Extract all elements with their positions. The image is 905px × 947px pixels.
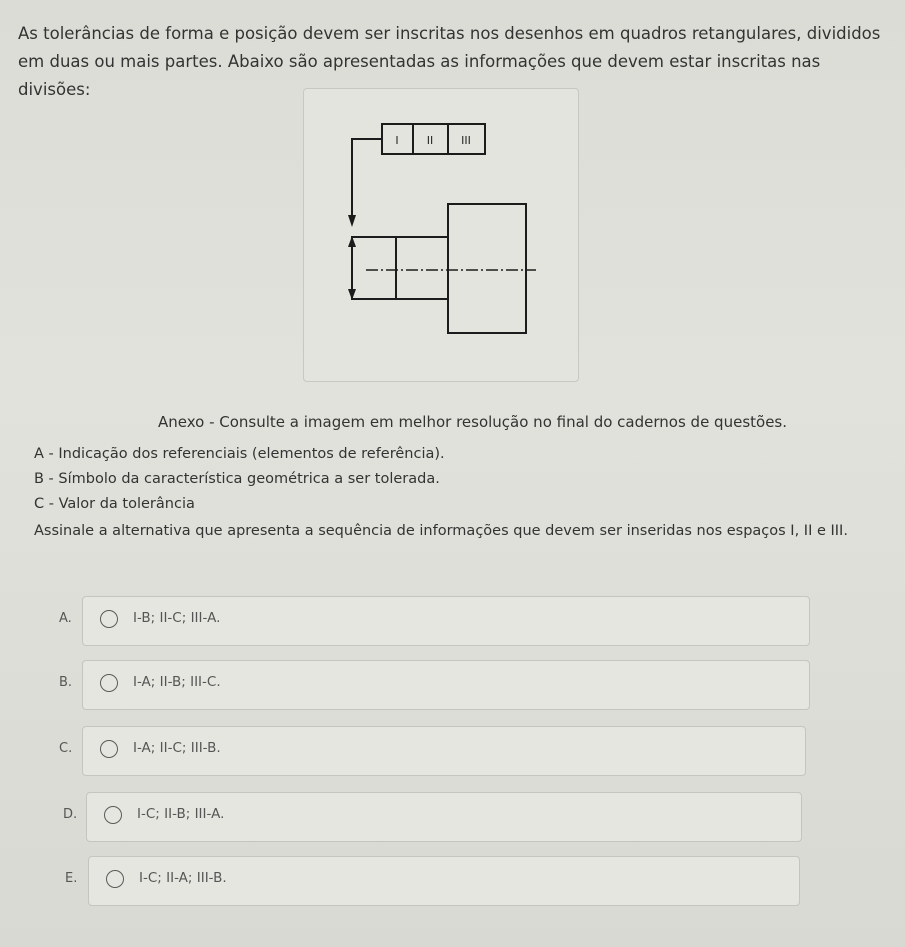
option-text: I-A; II-B; III-C. (133, 674, 221, 690)
figure-caption: Anexo - Consulte a imagem em melhor resolução no final do cadernos de questões. (157, 413, 788, 431)
radio-icon[interactable] (100, 740, 118, 758)
option-letter: E. (65, 871, 78, 886)
option-text: I-A; II-C; III-B. (133, 740, 221, 756)
technical-drawing (304, 89, 578, 381)
radio-icon[interactable] (100, 610, 118, 628)
option-text: I-C; II-A; III-B. (139, 870, 227, 886)
option-a[interactable] (59, 596, 810, 646)
frame-label-ii: II (426, 134, 434, 147)
radio-icon[interactable] (100, 674, 118, 692)
question-text: Assinale a alternativa que apresenta a sequência de informações que devem ser inseridas nos espaços I, II e III. (34, 523, 848, 539)
legend-list (34, 446, 445, 521)
frame-label-iii: III (461, 134, 471, 147)
option-e[interactable] (65, 856, 800, 906)
option-text: I-C; II-B; III-A. (137, 806, 225, 822)
option-d[interactable] (63, 792, 802, 842)
option-letter: D. (63, 807, 78, 822)
option-letter: C. (59, 741, 73, 756)
option-letter: B. (59, 675, 73, 690)
radio-icon[interactable] (104, 806, 122, 824)
legend-item-b: B - Símbolo da característica geométrica a ser tolerada. (34, 471, 440, 487)
option-text: I-B; II-C; III-A. (133, 610, 221, 626)
tolerance-frame-figure (303, 88, 579, 382)
radio-icon[interactable] (106, 870, 124, 888)
frame-label-i: I (395, 134, 399, 147)
option-c[interactable] (59, 726, 806, 776)
question-intro: As tolerâncias de forma e posição devem ser inscritas nos desenhos em quadros retangulares, divididos em duas ou mais partes. Abaixo são apresentadas as informações que devem estar inscritas nas divisões: (18, 24, 881, 99)
option-letter: A. (59, 611, 72, 626)
legend-item-a: A - Indicação dos referenciais (elementos de referência). (34, 446, 445, 462)
legend-item-c: C - Valor da tolerância (34, 496, 195, 512)
option-b[interactable] (59, 660, 810, 710)
